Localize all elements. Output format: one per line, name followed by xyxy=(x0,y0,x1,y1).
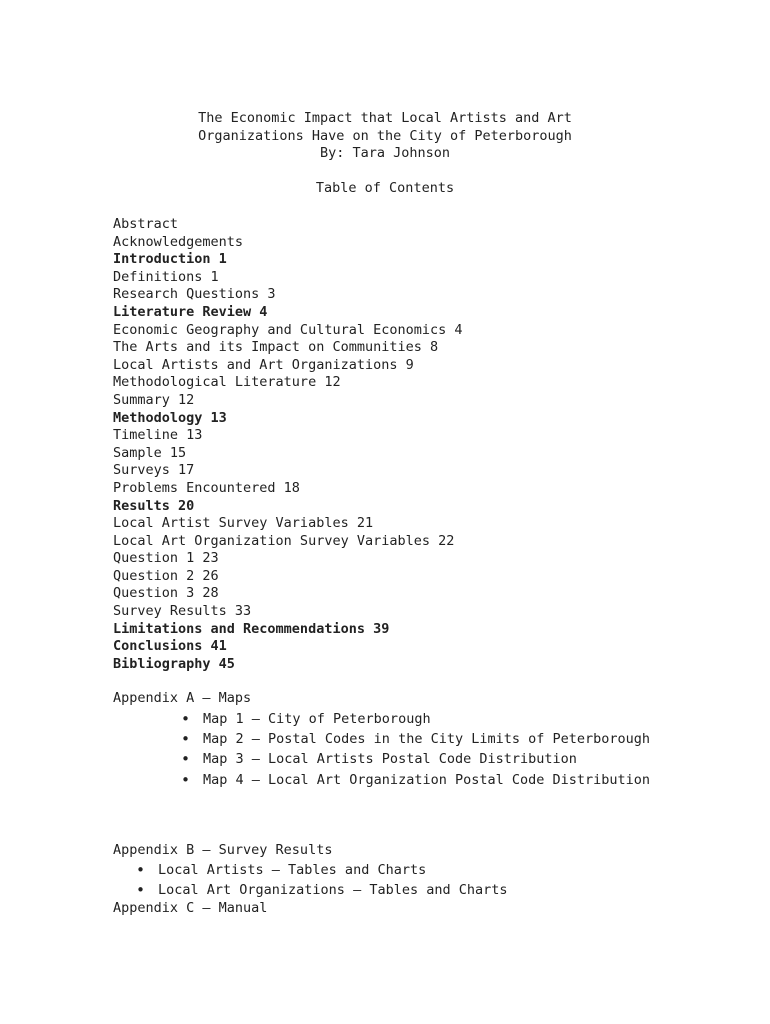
list-item: • Map 4 – Local Art Organization Postal Code Distribution xyxy=(181,772,651,790)
document-title xyxy=(0,110,770,163)
appendix-b-title: Appendix B – Survey Results xyxy=(113,842,333,858)
toc-entry: Definitions 1 xyxy=(113,268,219,285)
toc-entry: Question 2 26 xyxy=(113,567,219,584)
toc-entry: Bibliography 45 xyxy=(113,655,235,672)
title-line-2: Organizations Have on the City of Peterborough xyxy=(198,127,572,144)
toc-entry: Abstract xyxy=(113,216,179,232)
table-of-contents xyxy=(113,216,463,673)
toc-entry: Problems Encountered 18 xyxy=(113,479,300,496)
toc-entry: Results 20 xyxy=(113,497,195,514)
appendix-b-list xyxy=(136,862,606,902)
toc-entry: Question 3 28 xyxy=(113,585,219,602)
toc-entry: Limitations and Recommendations 39 xyxy=(113,620,390,637)
title-line-1: The Economic Impact that Local Artists and Art xyxy=(198,110,572,126)
toc-entry: Methodological Literature 12 xyxy=(113,374,341,391)
toc-entry: Acknowledgements xyxy=(113,233,244,250)
appendix-a-title: Appendix A – Maps xyxy=(113,690,252,706)
toc-entry: Local Artists and Art Organizations 9 xyxy=(113,356,414,373)
list-item: • Map 3 – Local Artists Postal Code Distribution xyxy=(181,751,651,769)
toc-entry: Economic Geography and Cultural Economics 4 xyxy=(113,321,463,338)
list-item: • Map 2 – Postal Codes in the City Limits of Peterborough xyxy=(181,731,651,749)
author-line: By: Tara Johnson xyxy=(319,145,451,161)
toc-entry: Local Artist Survey Variables 21 xyxy=(113,515,374,532)
toc-entry: The Arts and its Impact on Communities 8 xyxy=(113,339,439,356)
list-item: • Local Artists – Tables and Charts xyxy=(136,862,606,880)
toc-entry: Literature Review 4 xyxy=(113,303,268,320)
toc-heading: Table of Contents xyxy=(315,180,455,196)
list-item: • Map 1 – City of Peterborough xyxy=(181,711,651,729)
toc-entry: Introduction 1 xyxy=(113,251,227,268)
toc-entry: Question 1 23 xyxy=(113,550,219,567)
appendix-c-title: Appendix C – Manual xyxy=(113,900,268,916)
toc-entry: Surveys 17 xyxy=(113,462,195,479)
toc-entry: Research Questions 3 xyxy=(113,286,276,303)
toc-entry: Timeline 13 xyxy=(113,427,203,444)
toc-entry: Methodology 13 xyxy=(113,409,227,426)
appendix-a-list xyxy=(181,711,651,792)
list-item: • Local Art Organizations – Tables and Charts xyxy=(136,882,606,900)
toc-entry: Sample 15 xyxy=(113,444,187,461)
toc-entry: Conclusions 41 xyxy=(113,638,227,655)
toc-entry: Summary 12 xyxy=(113,391,195,408)
toc-entry: Survey Results 33 xyxy=(113,603,252,620)
toc-entry: Local Art Organization Survey Variables 22 xyxy=(113,532,455,549)
